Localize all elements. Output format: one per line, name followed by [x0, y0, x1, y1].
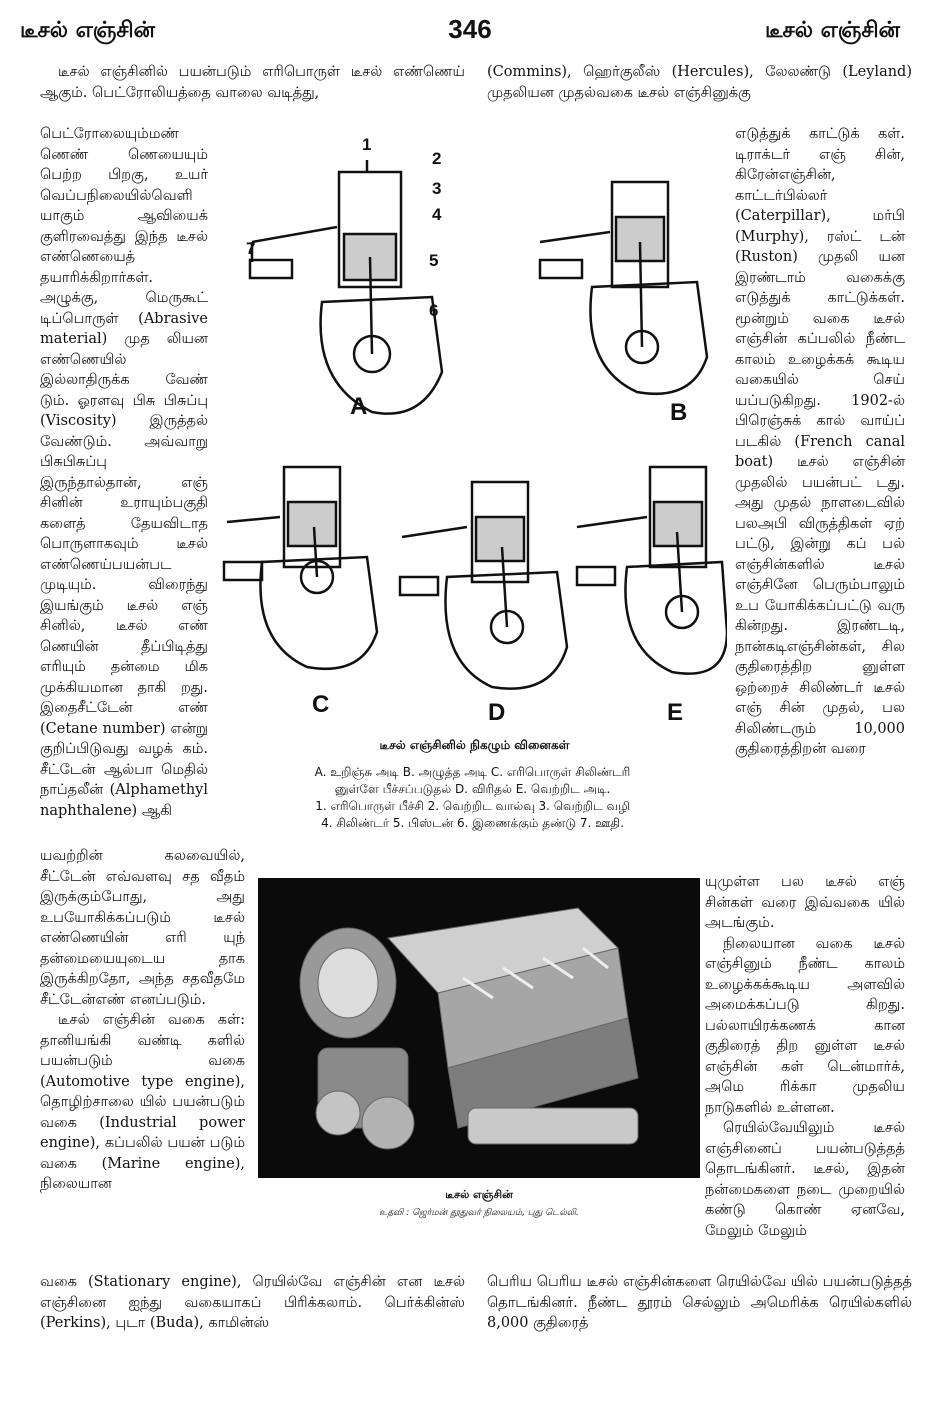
callout-6: 6 [429, 301, 439, 320]
panel-label-a: A [350, 393, 368, 420]
callout-4: 4 [432, 205, 442, 224]
right-column-lower [705, 872, 905, 1241]
legend-line: னுள்ளே பீச்சப்படுதல் D. விரிதல் E. வெற்றிட அடி. [334, 782, 611, 796]
panel-label-b: B [670, 399, 688, 426]
engine-diagram-c [224, 467, 377, 669]
figure-title: டீசல் எஞ்சினில் நிகழும் வினைகள் [379, 738, 570, 752]
panel-label-d: D [488, 699, 506, 726]
bottom-right-text [487, 1272, 912, 1334]
callout-1: 1 [362, 135, 372, 154]
engine-diagram-d [400, 482, 567, 689]
bottom-left-text [40, 1272, 465, 1334]
left-column-lower [40, 846, 245, 1195]
paragraph: யவற்றின் கலவையில், சீட்டேன் எவ்வளவு சத வீதம் இருக்கும்போது, அது உபயோகிக்கப்படும் டீசல் எண்ணெயின் எரி யுந் தன்மையையுடைய தாக இருக்கிறதோ, அந்த சதவீதமே சீட்டேன்எண் எனப்படும். [40, 848, 245, 1008]
left-column-intro [40, 62, 465, 103]
engine-cycle-figure [222, 122, 727, 732]
paragraph: (Commins), ஹெர்குலீஸ் (Hercules), லேலண்டு (Leyland) முதலியன முதல்வகை டீசல் எஞ்சினுக்கு [487, 64, 912, 101]
engine-cycle-drawing [222, 122, 727, 732]
right-column-intro [487, 62, 912, 103]
paragraph: ரெயில்வேயிலும் டீசல் எஞ்சினைப் பயன்படுத்தத் தொடங்கினர். டீசல், இதன் நன்மைகளை நடை முறையில் கண்டு கொண் ஏனவே, மேலும் மேலும் [705, 1120, 905, 1239]
legend-line: A. உறிஞ்சு அடி B. அழுத்த அடி C. எரிபொருள் சிலிண்டரி [314, 765, 631, 779]
paragraph: நிலையான வகை டீசல் எஞ்சினும் நீண்ட காலம் உழைக்கக்கூடிய அளவில் அமைக்கப்படு கிறது. பல்லாயிரக்கணக் கான குதிரைத் திற னுள்ள டீசல் எஞ்சின் கள் டென்மார்க், அமெ ரிக்கா முதலிய நாடுகளில் உள்ளன. [705, 935, 905, 1116]
paragraph: யுமுள்ள பல டீசல் எஞ் சின்கள் வரை இவ்வகை யில் அடங்கும். [705, 874, 905, 931]
paragraph: டீசல் எஞ்சினில் பயன்படும் எரிபொருள் டீசல் எண்ணெய் ஆகும். பெட்ரோலியத்தை வாலை வடித்து, [40, 64, 465, 101]
engine-diagram-b [540, 182, 707, 394]
photo-credit: உதவி : ஜெர்மன் தூதுவர் நிலையம், புது டெல்லி. [379, 1208, 579, 1218]
running-head-left: டீசல் எஞ்சின் [20, 18, 155, 43]
paragraph: பெரிய பெரிய டீசல் எஞ்சின்களை ரெயில்வே யில் பயன்படுத்தத் தொடங்கினர். நீண்ட தூரம் செல்லும் அமெரிக்க ரெயில்களில் 8,000 குதிரைத் [487, 1274, 912, 1331]
engine-diagram-e [577, 467, 727, 674]
paragraph: வகை (Stationary engine), ரெயில்வே எஞ்சின் என டீசல் எஞ்சினை ஐந்து வகையாகப் பிரிக்கலாம். பெர்க்கின்ஸ் (Perkins), புடா (Buda), காமின்ஸ் [40, 1274, 465, 1331]
running-head-right: டீசல் எஞ்சின் [765, 18, 900, 43]
callout-5: 5 [429, 251, 439, 270]
legend-line: 4. சிலிண்டர் 5. பிஸ்டன் 6. இணைக்கும் தண்டு 7. ஊதி. [321, 816, 624, 830]
engine-photo-drawing [258, 878, 700, 1178]
panel-label-c: C [312, 691, 330, 718]
diesel-engine-photo [258, 878, 700, 1178]
photo-caption: டீசல் எஞ்சின் [445, 1188, 513, 1201]
callout-7: 7 [246, 239, 256, 258]
page-number: 346 [448, 14, 492, 44]
panel-label-e: E [667, 699, 684, 726]
engine-diagram-a [250, 160, 442, 414]
paragraph: டீசல் எஞ்சின் வகை கள்: தானியங்கி வண்டி களில் பயன்படும் வகை (Automotive type engine), தொழிற்சாலை யில் பயன்படும் வகை (Industrial power engine), கப்பலில் பயன் படும் வகை (Marine engine), நிலையான [40, 1012, 245, 1192]
callout-2: 2 [432, 149, 442, 168]
left-column-narrow [40, 124, 208, 821]
paragraph: பெட்ரோலையும்மண் ணெண் ணெயையும் பெற்ற பிறகு, உயர் வெப்பநிலையில்வெளி யாகும் ஆவியைக் குளிரவைத்து இந்த டீசல் எண்ணெயைத் தயாரிக்கிறார்கள். அழுக்கு, மெருகூட் டிப்பொருள் (Abrasive material) முத லியன எண்ணெயில் இல்லாதிருக்க வேண் டும். ஓரளவு பிசு பிசுப்பு (Viscosity) இருத்தல் வேண்டும். அவ்வாறு பிசுபிசுப்பு இருந்தால்தான், எஞ் சினின் உராயும்பகுதி களைத் தேயவிடாத பொருளாகவும் டீசல் எண்ணெய்பயன்பட முடியும். விரைந்து இயங்கும் டீசல் எஞ் சினில், டீசல் எண் ணெயின் தீப்பிடித்து எரியும் தன்மை மிக முக்கியமான தாகி றது. இதைசீட்டேன் எண் (Cetane number) என்று குறிப்பிடுவது வழக் கம். சீட்டேன் ஆல்பா மெதில் நாப்தலீன் (Alphamethyl naphthalene) ஆகி [40, 126, 208, 819]
figure-legend [225, 764, 720, 832]
callout-3: 3 [432, 179, 442, 198]
legend-line: 1. எரிபொருள் பீச்சி 2. வெற்றிட வால்வு 3. வெற்றிட வழி [315, 799, 630, 813]
paragraph: எடுத்துக் காட்டுக் கள். டிராக்டர் எஞ் சின், கிரேன்எஞ்சின், காட்டர்பில்லர் (Caterpillar), மர்பி (Murphy), ரஸ்ட் டன் (Ruston) முதலி யன இரண்டாம் வகைக்கு எடுத்துக் காட்டுக்கள். மூன்றும் வகை டீசல் எஞ்சின் கப்பலில் நீண்ட காலம் உழைக்கக் கூடிய வகையில் செய் யப்படுகிறது. 1902-ல் பிரெஞ்சுக் கால் வாய்ப் படகில் (French canal boat) டீசல் எஞ்சின் முதலில் பயன்பட் டது. அது முதல் நாளடைவில் பலஅபி விருத்திகள் ஏற் பட்டு, இன்று கப் பல் எஞ்சின்களில் டீசல் எஞ்சினே பெரும்பாலும் உப யோகிக்கப்பட்டு வரு கின்றது. இரண்டடி, நான்கடிஎஞ்சின்கள், சில குதிரைத்திற னுள்ள ஒற்றைச் சிலிண்டர் டீசல் எஞ் சின் முதல், பல சிலிண்டரும் 10,000 குதிரைத்திறன் வரை [735, 126, 905, 757]
right-column-narrow [735, 124, 905, 760]
